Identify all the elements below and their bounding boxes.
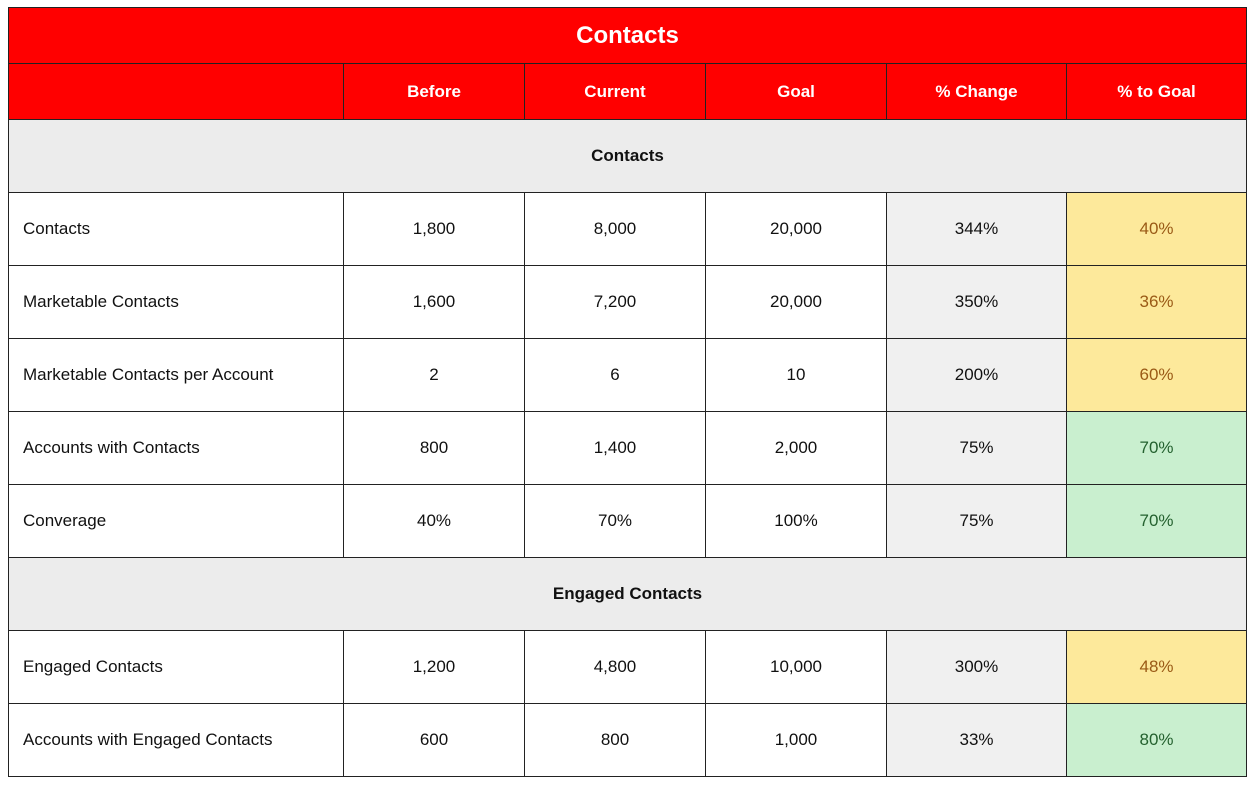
cell-current: 8,000 bbox=[525, 193, 706, 266]
row-label: Accounts with Engaged Contacts bbox=[9, 704, 344, 777]
section-title: Engaged Contacts bbox=[9, 558, 1247, 631]
cell-pct-to-goal: 70% bbox=[1067, 412, 1247, 485]
cell-goal: 2,000 bbox=[706, 412, 887, 485]
cell-before: 40% bbox=[344, 485, 525, 558]
column-header-row bbox=[9, 64, 1247, 120]
cell-goal: 20,000 bbox=[706, 266, 887, 339]
cell-goal: 100% bbox=[706, 485, 887, 558]
cell-current: 800 bbox=[525, 704, 706, 777]
table-row bbox=[9, 485, 1247, 558]
table-title: Contacts bbox=[9, 8, 1247, 64]
table-row bbox=[9, 704, 1247, 777]
table-row bbox=[9, 412, 1247, 485]
cell-pct-change: 33% bbox=[887, 704, 1067, 777]
table-row bbox=[9, 193, 1247, 266]
cell-pct-to-goal: 40% bbox=[1067, 193, 1247, 266]
table-row bbox=[9, 266, 1247, 339]
cell-before: 1,600 bbox=[344, 266, 525, 339]
cell-pct-change: 75% bbox=[887, 412, 1067, 485]
cell-current: 7,200 bbox=[525, 266, 706, 339]
cell-pct-to-goal: 36% bbox=[1067, 266, 1247, 339]
cell-before: 2 bbox=[344, 339, 525, 412]
cell-pct-change: 350% bbox=[887, 266, 1067, 339]
cell-goal: 10 bbox=[706, 339, 887, 412]
row-label: Engaged Contacts bbox=[9, 631, 344, 704]
cell-pct-change: 200% bbox=[887, 339, 1067, 412]
cell-pct-to-goal: 70% bbox=[1067, 485, 1247, 558]
section-header-row bbox=[9, 120, 1247, 193]
cell-before: 600 bbox=[344, 704, 525, 777]
cell-current: 1,400 bbox=[525, 412, 706, 485]
cell-goal: 1,000 bbox=[706, 704, 887, 777]
column-header-pct-to-goal: % to Goal bbox=[1067, 64, 1247, 120]
table-row bbox=[9, 631, 1247, 704]
column-header-pct-change: % Change bbox=[887, 64, 1067, 120]
contacts-table bbox=[8, 7, 1247, 777]
column-header-current: Current bbox=[525, 64, 706, 120]
cell-current: 6 bbox=[525, 339, 706, 412]
cell-before: 800 bbox=[344, 412, 525, 485]
column-header-goal: Goal bbox=[706, 64, 887, 120]
cell-pct-to-goal: 80% bbox=[1067, 704, 1247, 777]
cell-goal: 10,000 bbox=[706, 631, 887, 704]
cell-pct-to-goal: 48% bbox=[1067, 631, 1247, 704]
cell-pct-change: 344% bbox=[887, 193, 1067, 266]
row-label: Marketable Contacts per Account bbox=[9, 339, 344, 412]
cell-goal: 20,000 bbox=[706, 193, 887, 266]
column-header-before: Before bbox=[344, 64, 525, 120]
cell-current: 70% bbox=[525, 485, 706, 558]
section-header-row bbox=[9, 558, 1247, 631]
row-label: Contacts bbox=[9, 193, 344, 266]
cell-pct-to-goal: 60% bbox=[1067, 339, 1247, 412]
cell-before: 1,800 bbox=[344, 193, 525, 266]
cell-pct-change: 300% bbox=[887, 631, 1067, 704]
table-title-row bbox=[9, 8, 1247, 64]
cell-current: 4,800 bbox=[525, 631, 706, 704]
section-title: Contacts bbox=[9, 120, 1247, 193]
row-label: Marketable Contacts bbox=[9, 266, 344, 339]
cell-pct-change: 75% bbox=[887, 485, 1067, 558]
row-label: Accounts with Contacts bbox=[9, 412, 344, 485]
table-row bbox=[9, 339, 1247, 412]
column-header-blank bbox=[9, 64, 344, 120]
cell-before: 1,200 bbox=[344, 631, 525, 704]
row-label: Converage bbox=[9, 485, 344, 558]
